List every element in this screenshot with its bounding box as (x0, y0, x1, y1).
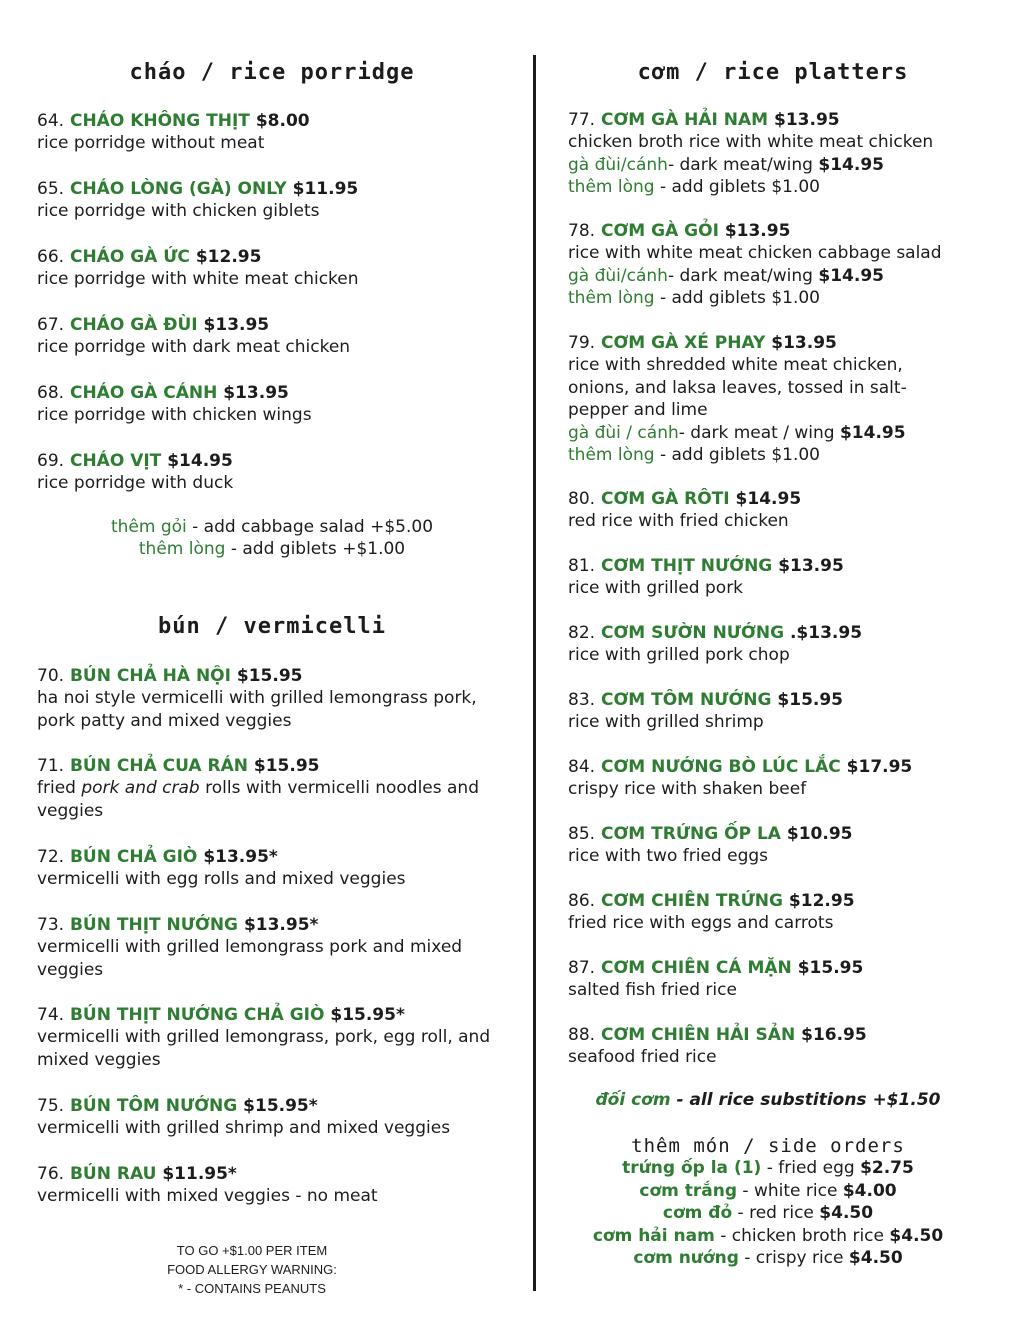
item-price: $12.95 (788, 891, 855, 911)
item-price: $15.95 (797, 958, 864, 978)
item-price: $13.95 (203, 315, 270, 335)
item-price: $8.00 (255, 111, 310, 131)
item-name: CƠM GÀ GỎI (600, 221, 719, 241)
item-desc: vermicelli with grilled lemongrass pork and mixed veggies (37, 937, 463, 980)
item-name: CHÁO GÀ ĐÙI (69, 315, 198, 335)
item-price: $15.95* (243, 1096, 318, 1116)
item-name: CƠM TRỨNG ỐP LA (600, 824, 781, 844)
menu-item-76: 76. BÚN RAU $11.95* vermicelli with mixed veggies - no meat (37, 1163, 507, 1208)
item-desc: crispy rice with shaken beef (568, 779, 807, 799)
item-name: CƠM THỊT NƯỚNG (600, 556, 773, 576)
item-name: CƠM CHIÊN HẢI SẢN (600, 1025, 796, 1045)
item-desc: rice with white meat chicken cabbage salad (568, 243, 942, 263)
item-price: $13.95 (774, 110, 840, 130)
menu-item-80: 80. CƠM GÀ RÔTI $14.95 red rice with fried chicken (568, 488, 998, 533)
item-name: CƠM GÀ RÔTI (600, 489, 730, 509)
menu-item-72: 72. BÚN CHẢ GIÒ $13.95* vermicelli with egg rolls and mixed veggies (37, 846, 507, 891)
item-desc: fried rice with eggs and carrots (568, 913, 834, 933)
item-desc: rice porridge without meat (37, 133, 265, 153)
section-title-bun: bún / vermicelli (158, 614, 386, 639)
item-desc: rice with grilled pork (568, 578, 744, 598)
section-title-chao: cháo / rice porridge (129, 60, 415, 85)
item-option-dark-meat: gà đùi/cánh- dark meat/wing $14.95 (568, 265, 884, 286)
item-desc: rice porridge with chicken wings (37, 405, 312, 425)
item-option-dark-meat: gà đùi/cánh- dark meat/wing $14.95 (568, 154, 884, 175)
item-price: $15.95 (777, 690, 844, 710)
item-price: $15.95* (330, 1005, 405, 1025)
side-item-white-rice: cơm trắng - white rice $4.00 (639, 1181, 897, 1201)
menu-item-74: 74. BÚN THỊT NƯỚNG CHẢ GIÒ $15.95* vermicelli with grilled lemongrass, pork, egg roll, and mixed veggies (37, 1004, 507, 1071)
menu-item-84: 84. CƠM NƯỚNG BÒ LÚC LẮC $17.95 crispy rice with shaken beef (568, 756, 998, 801)
item-name: BÚN RAU (69, 1164, 157, 1184)
menu-item-82: 82. CƠM SƯỜN NƯỚNG .$13.95 rice with grilled pork chop (568, 622, 998, 667)
item-desc: ha noi style vermicelli with grilled lemongrass pork, pork patty and mixed veggies (37, 688, 477, 731)
menu-item-83: 83. CƠM TÔM NƯỚNG $15.95 rice with grilled shrimp (568, 689, 998, 734)
item-name: CƠM GÀ HẢI NAM (600, 110, 769, 130)
menu-item-78: 78. CƠM GÀ GỎI $13.95 rice with white meat chicken cabbage salad gà đùi/cánh- dark meat/wing $14.95 thêm lòng - add giblets $1.00 (568, 220, 998, 310)
item-price: $12.95 (195, 247, 262, 267)
item-desc: rice with grilled shrimp (568, 712, 764, 732)
menu-item-87: 87. CƠM CHIÊN CÁ MẶN $15.95 salted fish fried rice (568, 957, 998, 1002)
item-option-giblets: thêm lòng - add giblets $1.00 (568, 288, 820, 308)
item-desc: vermicelli with mixed veggies - no meat (37, 1186, 378, 1206)
item-name: BÚN CHẢ GIÒ (69, 847, 198, 867)
addon-giblets: thêm lòng - add giblets +$1.00 (138, 539, 406, 559)
item-name: CƠM CHIÊN TRỨNG (600, 891, 783, 911)
menu-item-70: 70. BÚN CHẢ HÀ NỘI $15.95 ha noi style vermicelli with grilled lemongrass pork, pork patty and mixed veggies (37, 665, 507, 732)
menu-item-66: 66. CHÁO GÀ ỨC $12.95 rice porridge with white meat chicken (37, 246, 507, 291)
item-name: BÚN THỊT NƯỚNG (69, 915, 239, 935)
menu-item-68: 68. CHÁO GÀ CÁNH $13.95 rice porridge with chicken wings (37, 382, 507, 427)
item-name: BÚN CHẢ HÀ NỘI (69, 666, 231, 686)
column-divider (533, 55, 536, 1291)
menu-item-75: 75. BÚN TÔM NƯỚNG $15.95* vermicelli with grilled shrimp and mixed veggies (37, 1095, 507, 1140)
side-item-fried-egg: trứng ốp la (1) - fried egg $2.75 (622, 1158, 914, 1178)
item-name: CHÁO LÒNG (GÀ) ONLY (69, 179, 287, 199)
item-price: $10.95 (786, 824, 853, 844)
item-name: CƠM CHIÊN CÁ MẶN (600, 958, 792, 978)
menu-item-64: 64. CHÁO KHÔNG THỊT $8.00 rice porridge without meat (37, 110, 507, 155)
item-price: $13.95 (771, 333, 837, 353)
menu-item-81: 81. CƠM THỊT NƯỚNG $13.95 rice with grilled pork (568, 555, 998, 600)
item-name: CHÁO KHÔNG THỊT (69, 111, 250, 131)
item-price: $15.95 (236, 666, 303, 686)
item-name: CHÁO VỊT (69, 451, 162, 471)
allergy-notice: TO GO +$1.00 PER ITEM FOOD ALLERGY WARNING: * - CONTAINS PEANUTS (167, 1243, 337, 1296)
menu-item-71: 71. BÚN CHẢ CUA RÁN $15.95 fried pork and crab rolls with vermicelli noodles and veggies (37, 755, 507, 822)
side-item-red-rice: cơm đỏ - red rice $4.50 (662, 1203, 874, 1223)
item-name: CƠM GÀ XÉ PHAY (600, 333, 766, 353)
item-price: $14.95 (735, 489, 802, 509)
menu-item-88: 88. CƠM CHIÊN HẢI SẢN $16.95 seafood fried rice (568, 1024, 998, 1069)
item-price: $13.95 (724, 221, 791, 241)
item-name: BÚN THỊT NƯỚNG CHẢ GIÒ (69, 1005, 325, 1025)
item-desc: vermicelli with egg rolls and mixed veggies (37, 869, 406, 889)
item-price: $14.95 (167, 451, 233, 471)
menu-item-77: 77. CƠM GÀ HẢI NAM $13.95 chicken broth rice with white meat chicken gà đùi/cánh- dark meat/wing $14.95 thêm lòng - add giblets $1.00 (568, 109, 998, 199)
item-desc: fried pork and crab rolls with vermicelli noodles and veggies (37, 778, 479, 821)
item-option-giblets: thêm lòng - add giblets $1.00 (568, 445, 820, 465)
item-name: BÚN CHẢ CUA RÁN (69, 756, 248, 776)
item-desc: rice porridge with white meat chicken (37, 269, 359, 289)
item-desc: salted fish fried rice (568, 980, 737, 1000)
menu-item-85: 85. CƠM TRỨNG ỐP LA $10.95 rice with two fried eggs (568, 823, 998, 868)
item-desc: red rice with fried chicken (568, 511, 789, 531)
item-desc: rice with shredded white meat chicken, onions, and laksa leaves, tossed in salt-pepper and lime (568, 355, 907, 420)
item-name: CHÁO GÀ CÁNH (69, 383, 218, 403)
item-price: $13.95* (243, 915, 319, 935)
menu-item-73: 73. BÚN THỊT NƯỚNG $13.95* vermicelli with grilled lemongrass pork and mixed veggies (37, 914, 507, 981)
item-desc: rice porridge with chicken giblets (37, 201, 320, 221)
item-price: $13.95 (223, 383, 289, 403)
menu-item-65: 65. CHÁO LÒNG (GÀ) ONLY $11.95 rice porridge with chicken giblets (37, 178, 507, 223)
item-desc: vermicelli with grilled shrimp and mixed veggies (37, 1118, 451, 1138)
item-name: CƠM SƯỜN NƯỚNG (600, 623, 785, 643)
item-desc: chicken broth rice with white meat chicken (568, 132, 934, 152)
item-name: CƠM TÔM NƯỚNG (600, 690, 772, 710)
item-desc: vermicelli with grilled lemongrass, pork, egg roll, and mixed veggies (37, 1027, 491, 1070)
item-option-dark-meat: gà đùi / cánh- dark meat / wing $14.95 (568, 422, 906, 443)
addon-cabbage-salad: thêm gỏi - add cabbage salad +$5.00 (110, 517, 434, 537)
item-price: $17.95 (846, 757, 913, 777)
menu-item-79: 79. CƠM GÀ XÉ PHAY $13.95 rice with shredded white meat chicken, onions, and laksa leaves, tossed in salt-pepper and lime gà đùi / cánh- dark meat / wing $14.95 thêm lòng - add giblets $1.00 (568, 332, 998, 467)
item-name: CƠM NƯỚNG BÒ LÚC LẮC (600, 757, 841, 777)
item-desc: rice with two fried eggs (568, 846, 769, 866)
menu-item-86: 86. CƠM CHIÊN TRỨNG $12.95 fried rice with eggs and carrots (568, 890, 998, 935)
item-name: BÚN TÔM NƯỚNG (69, 1096, 238, 1116)
item-price: $15.95 (253, 756, 320, 776)
menu-item-67: 67. CHÁO GÀ ĐÙI $13.95 rice porridge with dark meat chicken (37, 314, 507, 359)
item-desc: rice with grilled pork chop (568, 645, 790, 665)
item-price: $11.95* (162, 1164, 237, 1184)
section-title-com: cơm / rice platters (637, 60, 909, 85)
side-item-chicken-broth-rice: cơm hải nam - chicken broth rice $4.50 (592, 1226, 944, 1246)
item-name: CHÁO GÀ ỨC (69, 247, 190, 267)
item-option-giblets: thêm lòng - add giblets $1.00 (568, 177, 820, 197)
item-price: $13.95* (203, 847, 278, 867)
item-desc: seafood fried rice (568, 1047, 717, 1067)
side-item-crispy-rice: cơm nướng - crispy rice $4.50 (633, 1248, 903, 1268)
section-title-sides: thêm món / side orders (631, 1135, 905, 1157)
item-desc: rice porridge with dark meat chicken (37, 337, 351, 357)
item-price: .$13.95 (789, 623, 863, 643)
item-price: $16.95 (801, 1025, 867, 1045)
item-price: $11.95 (292, 179, 359, 199)
item-price: $13.95 (778, 556, 844, 576)
item-desc: rice porridge with duck (37, 473, 234, 493)
menu-item-69: 69. CHÁO VỊT $14.95 rice porridge with duck (37, 450, 507, 495)
rice-substitution-note: đối cơm - all rice substitions +$1.50 (595, 1090, 941, 1110)
